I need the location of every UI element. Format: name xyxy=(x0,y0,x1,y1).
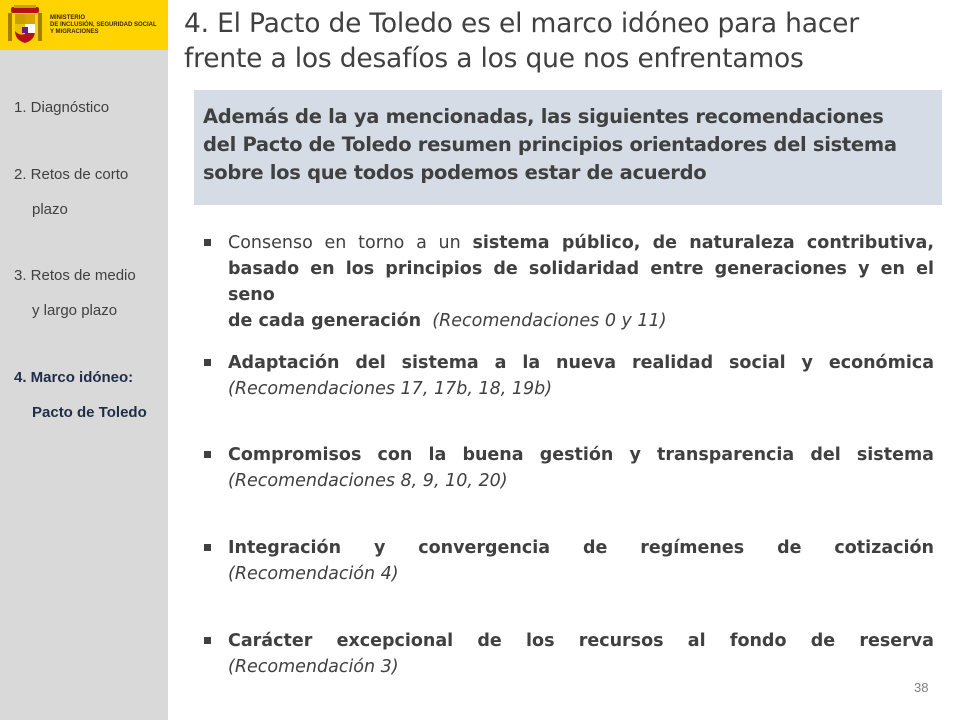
bullet-square-icon xyxy=(204,359,211,366)
list-item-bold-text: sistema público, de naturaleza contributiva, xyxy=(472,233,934,253)
nav-item-label: 3. Retos de medio xyxy=(14,267,136,284)
ministry-line: MINISTERIO xyxy=(50,15,86,21)
sidebar xyxy=(0,0,168,720)
list-item-line xyxy=(228,308,934,334)
nav-item-label: y largo plazo xyxy=(32,302,118,319)
recommendation-reference: (Recomendaciones 0 y 11) xyxy=(432,311,667,331)
coat-of-arms-icon xyxy=(7,5,43,45)
nav-item-label: plazo xyxy=(32,201,68,218)
list-item-plain-text: Consenso en torno a un xyxy=(228,233,473,253)
list-item-bold-text: Adaptación del sistema a la nueva realidad social y económica xyxy=(228,353,934,373)
bullet-square-icon xyxy=(204,637,211,644)
ministry-line: Y MIGRACIONES xyxy=(50,28,99,35)
nav-item-retos-corto-plazo[interactable] xyxy=(14,157,164,227)
intro-line: del Pacto de Toledo resumen principios orientadores del sistema xyxy=(203,133,897,156)
bullet-square-icon xyxy=(204,451,211,458)
slide-title-line: 4. El Pacto de Toledo es el marco idóneo para hacer xyxy=(184,8,859,39)
nav-item-diagnostico[interactable] xyxy=(14,90,164,125)
list-item-bold-text: Integración y convergencia de regímenes de cotización xyxy=(228,538,934,558)
list-item-bold-text: Carácter excepcional de los recursos al fondo de reserva xyxy=(228,631,934,651)
list-item-text xyxy=(228,442,934,494)
nav-item-label: 4. Marco idóneo: xyxy=(14,369,134,386)
nav-item-label: Pacto de Toledo xyxy=(32,404,147,421)
list-item-text xyxy=(228,535,934,587)
recommendation-reference: (Recomendación 4) xyxy=(228,564,399,584)
list-item-line xyxy=(228,230,934,256)
nav-item-label: 1. Diagnóstico xyxy=(14,99,110,116)
list-item-text xyxy=(228,350,934,402)
recommendation-reference: (Recomendaciones 17, 17b, 18, 19b) xyxy=(228,379,553,399)
slide-title xyxy=(184,6,944,76)
intro-line: Además de la ya mencionadas, las siguientes recomendaciones xyxy=(203,105,884,128)
bullet-square-icon xyxy=(204,239,211,246)
recommendation-reference: (Recomendación 3) xyxy=(228,657,399,677)
nav-item-retos-medio-largo-plazo[interactable] xyxy=(14,258,164,328)
list-item-bold-text: de cada generación xyxy=(228,311,422,331)
recommendation-reference: (Recomendaciones 8, 9, 10, 20) xyxy=(228,471,508,491)
intro-text xyxy=(203,103,938,187)
ministry-line: DE INCLUSIÓN, SEGURIDAD SOCIAL xyxy=(50,21,157,28)
bullet-square-icon xyxy=(204,544,211,551)
nav-item-marco-idoneo[interactable] xyxy=(14,360,164,430)
intro-line: sobre los que todos podemos estar de acuerdo xyxy=(203,161,707,184)
list-item-bold-text: Compromisos con la buena gestión y transparencia del sistema xyxy=(228,445,934,465)
page-number: 38 xyxy=(914,680,929,695)
list-item-text xyxy=(228,230,934,334)
slide-title-line: frente a los desafíos a los que nos enfrentamos xyxy=(184,43,804,74)
intro-box xyxy=(194,90,942,205)
ministry-logo xyxy=(0,0,168,50)
nav-item-label: 2. Retos de corto xyxy=(14,166,129,183)
list-item-text xyxy=(228,628,934,680)
list-item-bold-text: basado en los principios de solidaridad entre generaciones y en el seno xyxy=(228,259,934,305)
ministry-name xyxy=(50,15,168,35)
